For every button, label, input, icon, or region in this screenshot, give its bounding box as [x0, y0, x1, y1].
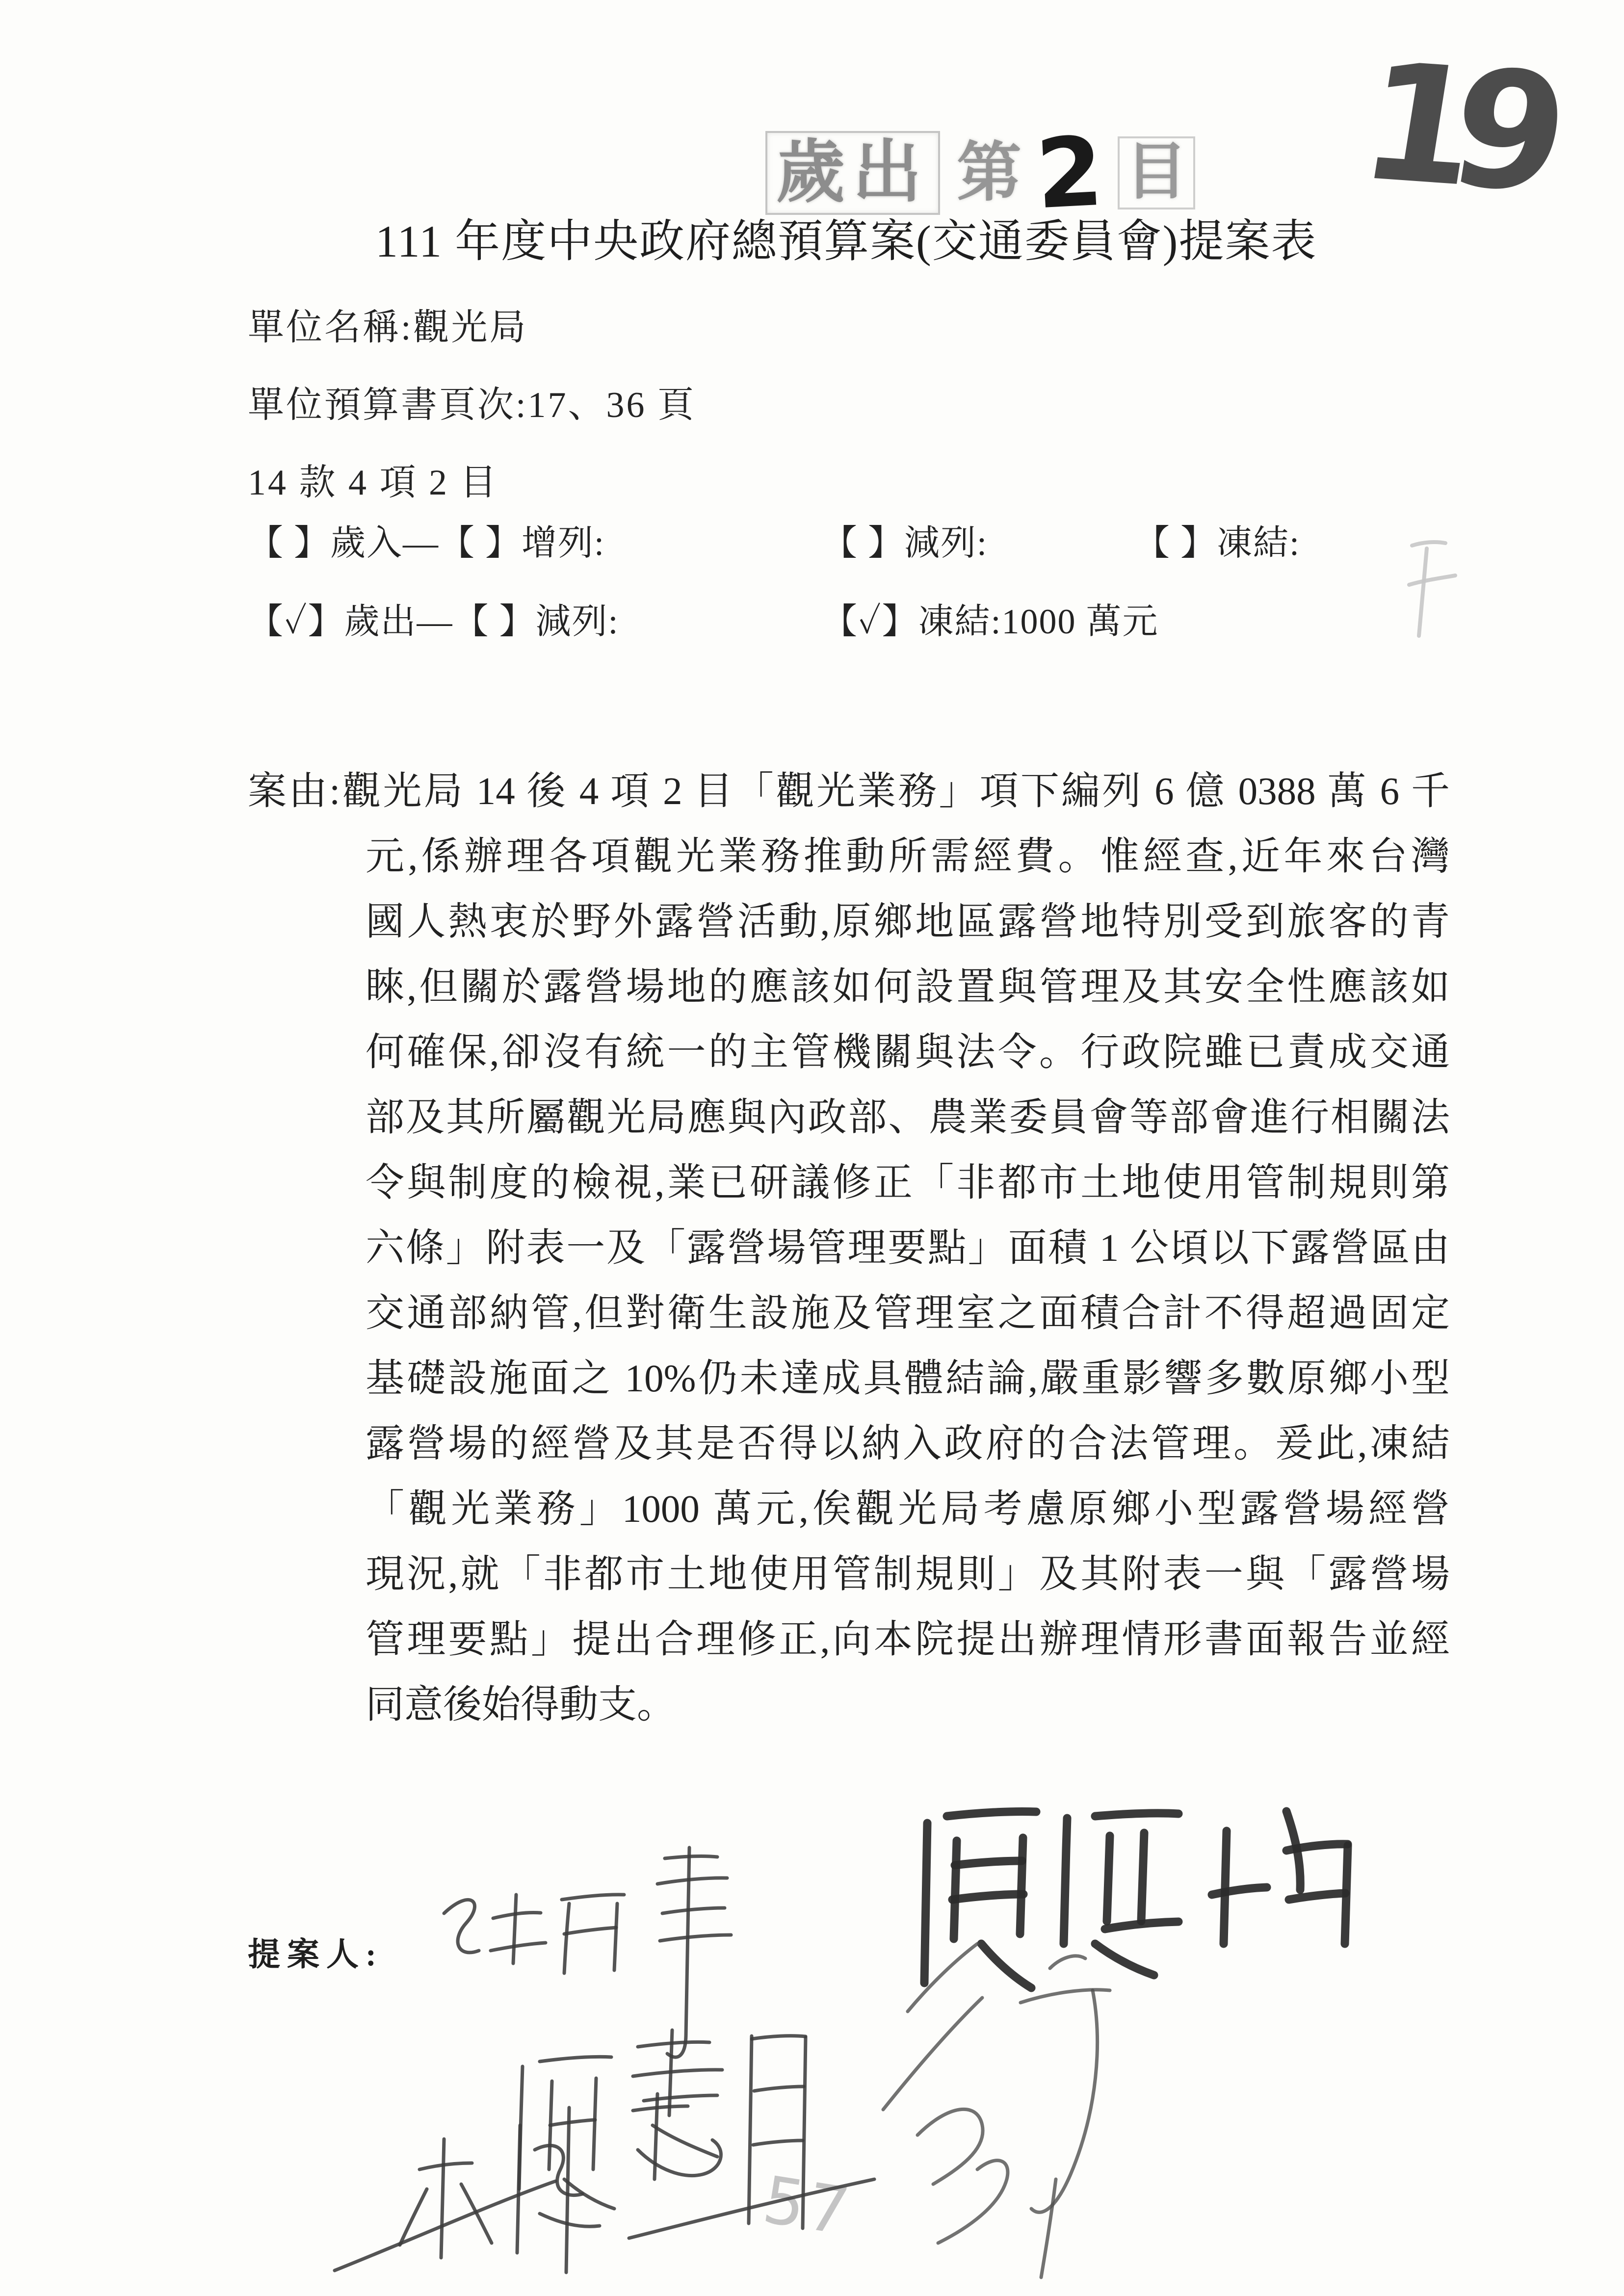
case-line: 六條」附表一及「露營場管理要點」面積 1 公頃以下露營區由 [366, 1227, 1450, 1270]
stamp-box [765, 131, 940, 215]
stamp-text-expenditure: 歲出 [776, 135, 930, 211]
case-line: 「觀光業務」1000 萬元,俟觀光局考慮原鄉小型露營場經營 [366, 1488, 1450, 1531]
signature-5 [883, 1944, 1110, 2277]
pencil-mark-icon [1409, 542, 1455, 636]
handwritten-page-number: 19 [1349, 27, 1557, 228]
case-line: 部及其所屬觀光局應與內政部、農業委員會等部會進行相關法 [366, 1096, 1450, 1139]
signature-3 [519, 2030, 806, 2228]
case-description [248, 759, 1450, 1738]
stamp-text-item-suffix: 目 [1118, 136, 1195, 209]
case-line: 現況,就「非都市土地使用管制規則」及其附表一與「露營場 [366, 1553, 1450, 1596]
field-unit-name: 單位名稱:觀光局 [248, 308, 528, 348]
stamp-text-number-prefix: 第 [957, 136, 1022, 209]
signature-2 [924, 1811, 1348, 1988]
signature-1 [444, 1848, 731, 2057]
case-line: 令與制度的檢視,業已研議修正「非都市土地使用管制規則第 [366, 1162, 1450, 1204]
case-line: 元,係辦理各項觀光業務推動所需經費。惟經查,近年來台灣 [366, 835, 1450, 878]
checkbox-revenue-increase: 【 】歲入—【 】增列: [248, 523, 605, 563]
case-line: 國人熱衷於野外露營活動,原鄉地區露營地特別受到旅客的青 [366, 901, 1450, 943]
checkbox-expenditure-freeze-amount: 【✓】凍結:1000 萬元 [822, 602, 1159, 641]
case-line: 同意後始得動支。 [366, 1684, 676, 1726]
field-budget-book-pages: 單位預算書頁次:17、36 頁 [248, 385, 696, 425]
case-line: 管理要點」提出合理修正,向本院提出辦理情形書面報告並經 [366, 1618, 1450, 1661]
case-line: 露營場的經營及其是否得以納入政府的合法管理。爰此,凍結 [366, 1423, 1450, 1465]
case-line: 睞,但關於露營場地的應該如何設置與管理及其安全性應該如 [366, 966, 1450, 1009]
checkbox-revenue-freeze: 【 】凍結: [1134, 523, 1301, 563]
document-title: 111 年度中央政府總預算案(交通委員會)提案表 [375, 216, 1317, 266]
handwritten-item-number: 2 [1033, 115, 1106, 231]
proposer-label: 提案人: [248, 1937, 383, 1973]
field-item-code: 14 款 4 項 2 目 [248, 463, 498, 503]
case-line: 交通部納管,但對衛生設施及管理室之面積合計不得超過固定 [366, 1292, 1450, 1335]
pencil-annotation-number: 57 [758, 2162, 857, 2251]
case-line: 何確保,卻沒有統一的主管機關與法令。行政院雖已責成交通 [366, 1031, 1450, 1074]
case-line: 基礎設施面之 10%仍未達成具體結論,嚴重影響多數原鄉小型 [366, 1357, 1450, 1400]
checkbox-revenue-decrease: 【 】減列: [822, 523, 988, 563]
checkbox-expenditure-decrease: 【✓】歲出—【 】減列: [248, 602, 619, 641]
case-line: 案由:觀光局 14 後 4 項 2 目「觀光業務」項下編列 6 億 0388 萬 6 千 [248, 770, 1450, 813]
